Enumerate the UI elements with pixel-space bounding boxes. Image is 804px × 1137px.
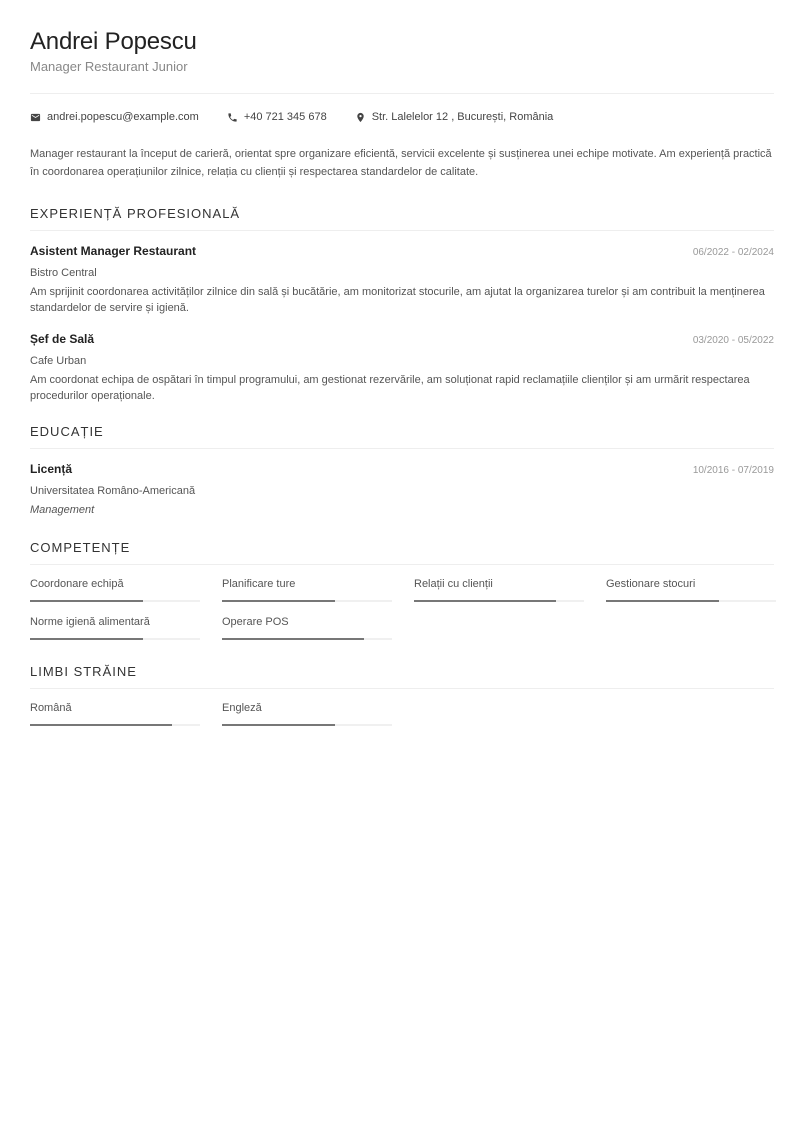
level-bar	[30, 600, 200, 602]
map-pin-icon	[355, 112, 366, 123]
envelope-icon	[30, 112, 41, 123]
phone-text: +40 721 345 678	[243, 111, 327, 123]
company: Bistro Central	[30, 267, 97, 279]
language-item-name: Engleză	[222, 702, 262, 714]
skill-item-name: Relații cu clienții	[414, 578, 493, 590]
level-bar	[30, 638, 200, 640]
summary: Manager restaurant la început de carieră, orientat spre organizare eficientă, servicii excelente și susținerea unei echipe motivate. Am experiență practică în coordonarea operațiunilor zilnice, relația cu clienții și respectarea standardelor de calitate.	[30, 148, 772, 178]
level-bar-fill	[606, 600, 719, 602]
date-range: 10/2016 - 07/2019	[692, 465, 774, 476]
level-bar-fill	[222, 638, 364, 640]
divider	[30, 93, 774, 94]
divider	[30, 564, 774, 565]
role: Șef de Sală	[30, 332, 95, 346]
level-bar-fill	[30, 638, 143, 640]
company: Cafe Urban	[30, 355, 87, 367]
contact-address	[355, 111, 554, 123]
skill-item	[414, 578, 584, 602]
language-item-name: Română	[30, 702, 72, 714]
experience-heading: EXPERIENȚĂ PROFESIONALĂ	[30, 206, 241, 221]
skills-grid	[30, 578, 774, 640]
level-bar-fill	[414, 600, 556, 602]
phone-icon	[227, 112, 238, 123]
skills-heading: COMPETENȚE	[30, 540, 131, 555]
skill-item-name: Planificare ture	[222, 578, 296, 590]
degree: Licență	[30, 462, 73, 476]
skill-item-name: Coordonare echipă	[30, 578, 124, 590]
candidate-name: Andrei Popescu	[30, 28, 197, 55]
skill-item	[30, 578, 200, 602]
level-bar-fill	[30, 600, 143, 602]
experience-entry	[30, 244, 774, 316]
level-bar	[222, 600, 392, 602]
divider	[30, 688, 774, 689]
date-range: 03/2020 - 05/2022	[692, 335, 774, 346]
school: Universitatea Româno-Americană	[30, 485, 196, 497]
level-bar	[606, 600, 776, 602]
contact-phone[interactable]	[227, 111, 327, 123]
email-text: andrei.popescu@example.com	[47, 111, 199, 123]
skill-item	[606, 578, 776, 602]
level-bar	[222, 724, 392, 726]
skill-item	[222, 578, 392, 602]
contact-row	[30, 111, 774, 123]
level-bar	[414, 600, 584, 602]
level-bar	[30, 724, 200, 726]
language-item	[30, 702, 200, 726]
education-entry	[30, 462, 774, 516]
role: Asistent Manager Restaurant	[30, 244, 197, 258]
language-item	[222, 702, 392, 726]
level-bar-fill	[222, 724, 335, 726]
description: Am coordonat echipa de ospătari în timpul programului, am gestionat rezervările, am soluționat rapid reclamațiile clienților și am urmărit respectarea procedurilor operaționale.	[30, 374, 750, 402]
job-title: Manager Restaurant Junior	[30, 59, 188, 74]
address-text: Str. Lalelelor 12 , București, România	[371, 111, 554, 123]
skill-item	[30, 616, 200, 640]
skill-item	[222, 616, 392, 640]
skill-item-name: Operare POS	[222, 616, 289, 628]
languages-heading: LIMBI STRĂINE	[30, 664, 137, 679]
description: Am sprijinit coordonarea activităților zilnice din sală și bucătărie, am monitorizat stocurile, am ajutat la organizarea turelor și am contribuit la menținerea standardelor de servire și igienă.	[30, 286, 765, 314]
level-bar	[222, 638, 392, 640]
divider	[30, 230, 774, 231]
skill-item-name: Norme igienă alimentară	[30, 616, 150, 628]
education-heading: EDUCAȚIE	[30, 424, 104, 439]
skill-item-name: Gestionare stocuri	[606, 578, 696, 590]
experience-entry	[30, 332, 774, 404]
date-range: 06/2022 - 02/2024	[692, 247, 774, 258]
level-bar-fill	[222, 600, 335, 602]
contact-email[interactable]	[30, 111, 199, 123]
level-bar-fill	[30, 724, 172, 726]
field-of-study: Management	[30, 504, 95, 516]
languages-grid	[30, 702, 774, 726]
divider	[30, 448, 774, 449]
